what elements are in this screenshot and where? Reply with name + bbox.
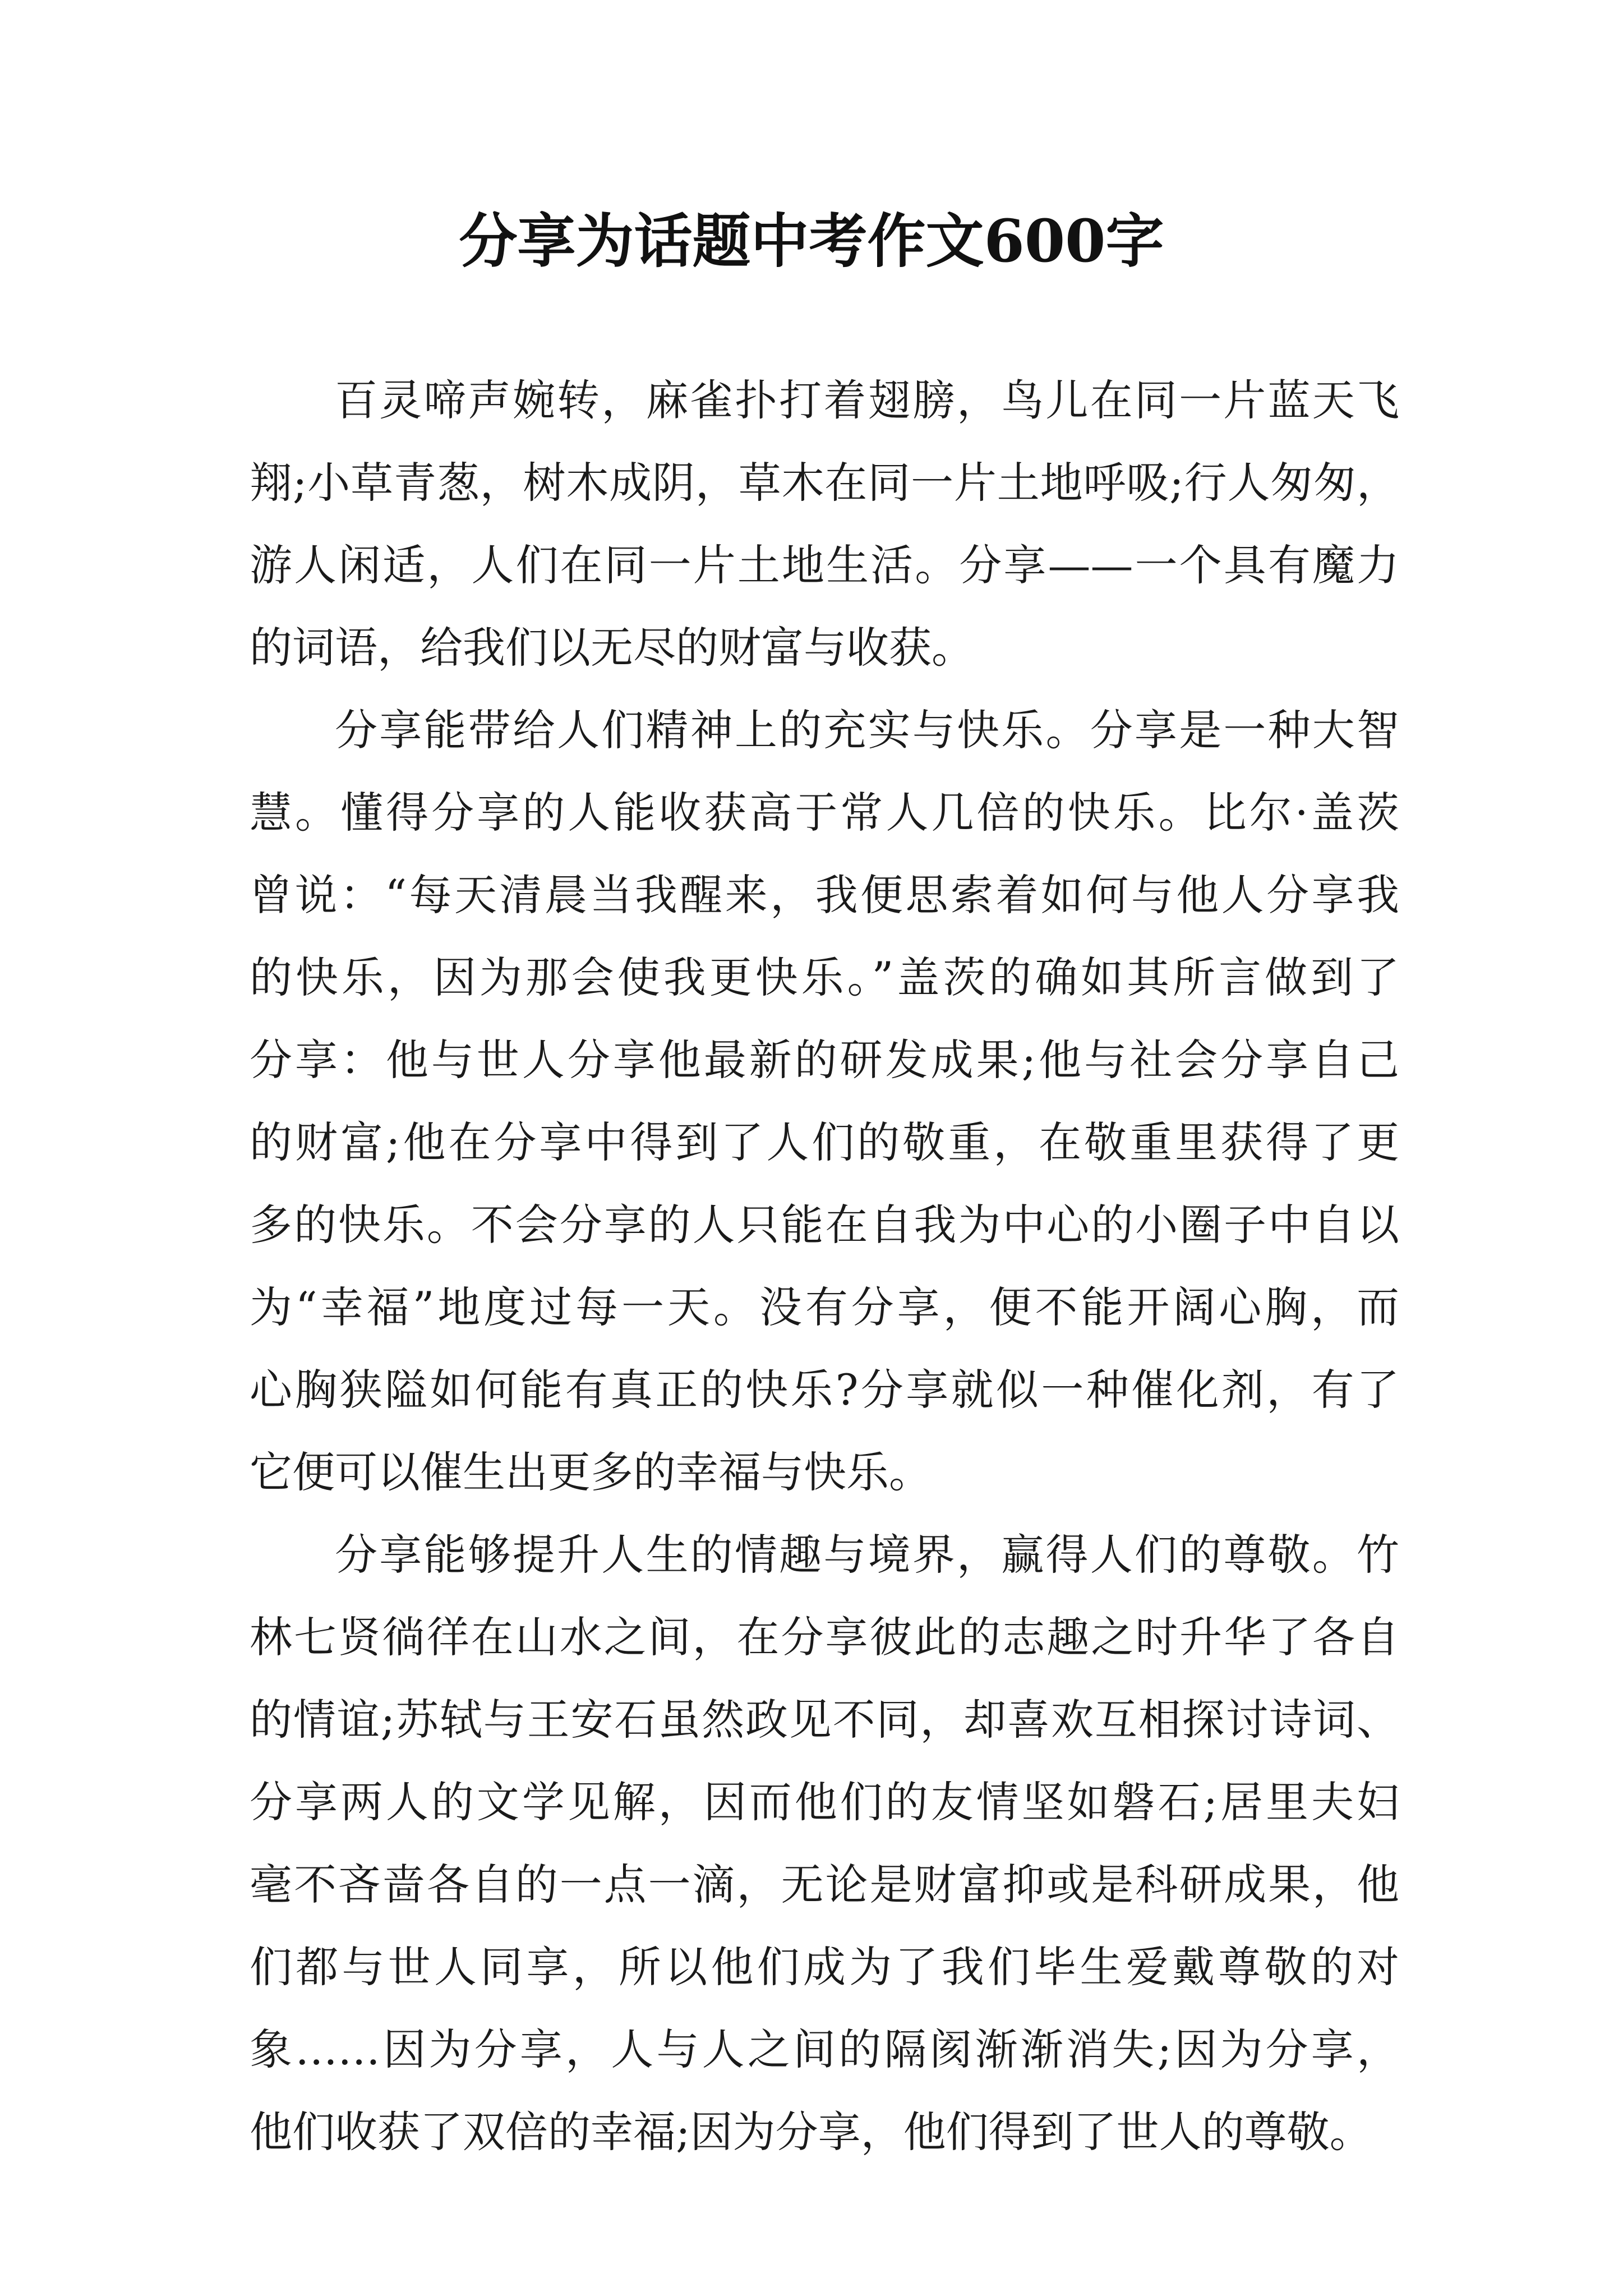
paragraph-line: 为“幸福”地度过每一天。没有分享，便不能开阔心胸，而: [250, 1282, 1399, 1332]
paragraph-2: [250, 689, 1399, 1513]
paragraph-line: 的情谊;苏轼与王安石虽然政见不同，却喜欢互相探讨诗词、: [250, 1695, 1399, 1745]
paragraph-line: 林七贤徜徉在山水之间，在分享彼此的志趣之时升华了各自: [250, 1612, 1399, 1662]
paragraph-3: [250, 1513, 1399, 2173]
paragraph-line: 分享：他与世人分享他最新的研发成果;他与社会分享自己: [250, 1035, 1399, 1085]
paragraph-line: 的词语，给我们以无尽的财富与收获。: [250, 623, 974, 673]
paragraph-line: 游人闲适，人们在同一片土地生活。分享——一个具有魔力: [250, 540, 1399, 590]
paragraph-line: 们都与世人同享，所以他们成为了我们毕生爱戴尊敬的对: [250, 1942, 1399, 1992]
paragraph-line: 翔;小草青葱，树木成阴，草木在同一片土地呼吸;行人匆匆，: [250, 458, 1399, 508]
paragraph-line: 的财富;他在分享中得到了人们的敬重，在敬重里获得了更: [250, 1117, 1399, 1167]
document-body: [250, 359, 1399, 2173]
document-title: 分享为话题中考作文600字: [459, 206, 1164, 275]
paragraph-line: 象……因为分享，人与人之间的隔阂渐渐消失;因为分享，: [250, 2024, 1399, 2074]
paragraph-line: 分享能够提升人生的情趣与境界，赢得人们的尊敬。竹: [335, 1530, 1399, 1580]
paragraph-line: 毫不吝啬各自的一点一滴，无论是财富抑或是科研成果，他: [250, 1860, 1399, 1910]
paragraph-line: 慧。懂得分享的人能收获高于常人几倍的快乐。比尔·盖茨: [250, 788, 1399, 838]
paragraph-1: [250, 359, 1399, 689]
paragraph-line: 分享两人的文学见解，因而他们的友情坚如磐石;居里夫妇: [250, 1777, 1399, 1827]
paragraph-line: 的快乐，因为那会使我更快乐。”盖茨的确如其所言做到了: [250, 953, 1399, 1002]
paragraph-line: 多的快乐。不会分享的人只能在自我为中心的小圈子中自以: [250, 1200, 1399, 1250]
paragraph-line: 它便可以催生出更多的幸福与快乐。: [250, 1447, 932, 1497]
paragraph-line: 百灵啼声婉转，麻雀扑打着翅膀，鸟儿在同一片蓝天飞: [335, 375, 1399, 425]
paragraph-line: 曾说：“每天清晨当我醒来，我便思索着如何与他人分享我: [250, 870, 1399, 920]
paragraph-line: 他们收获了双倍的幸福;因为分享，他们得到了世人的尊敬。: [250, 2107, 1372, 2157]
paragraph-line: 心胸狭隘如何能有真正的快乐?分享就似一种催化剂，有了: [250, 1365, 1399, 1415]
paragraph-line: 分享能带给人们精神上的充实与快乐。分享是一种大智: [335, 705, 1399, 755]
